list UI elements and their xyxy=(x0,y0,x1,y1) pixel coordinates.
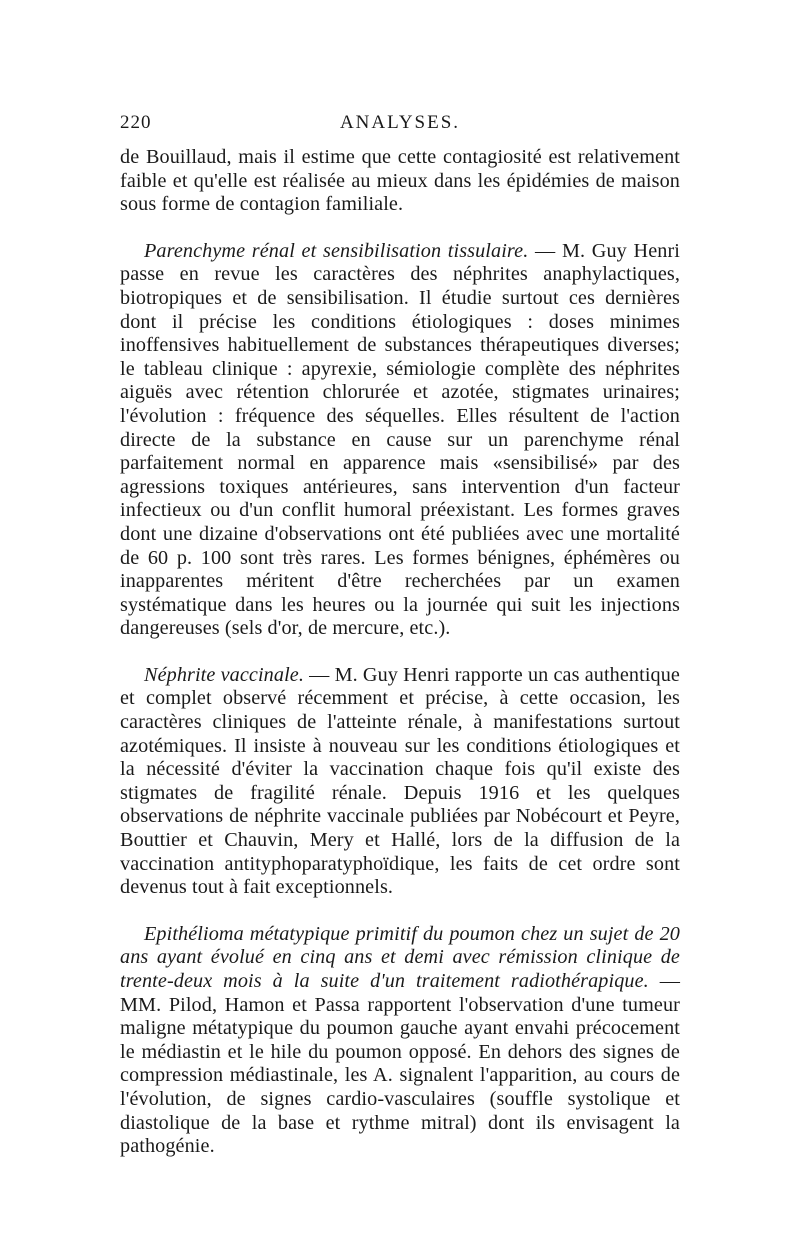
paragraph-nephrite-vaccinale xyxy=(120,664,680,900)
paragraph-text: M. Guy Henri rapporte un cas authentique et complet observé récemment et précise, à cette occasion, les caractères cliniques de l'atteinte rénale, à manifestations surtout azotémiques. Il insiste à nouveau sur les conditions étiologiques et la nécessité d'éviter la vaccination chaque fois qu'il existe des stigmates de fragilité rénale. Depuis 1916 et les quelques observations de néphrite vaccinale publiées par Nobécourt et Peyre, Bouttier et Chauvin, Mery et Hallé, lors de la diffusion de la vaccination antityphoparatyphoïdique, les faits de cet ordre sont devenus tout à fait exceptionnels. xyxy=(120,663,680,899)
running-title: ANALYSES. xyxy=(339,112,461,133)
paragraph-parenchyme xyxy=(120,240,680,641)
page-number: 220 xyxy=(120,112,152,133)
paragraph-heading: Epithélioma métatypique primitif du poumon chez un sujet de 20 ans ayant évolué en cinq ans et demi avec rémission clinique de trente-deux mois à la suite d'un traitement radiothérapique. xyxy=(120,922,680,992)
heading-dash: — xyxy=(528,239,562,262)
paragraph-text: de Bouillaud, mais il estime que cette contagiosité est relativement faible et qu'elle est réalisée au mieux dans les épidémies de maison sous forme de contagion familiale. xyxy=(120,146,680,216)
paragraph-epithelioma xyxy=(120,923,680,1159)
paragraph-text: M. Guy Henri passe en revue les caractères des néphrites anaphylactiques, biotropiques et de sensibilisation. Il étudie surtout ces dernières dont il précise les conditions étiologiques : doses minimes inoffensives habituellement de substances thérapeutiques diverses; le tableau clinique : apyrexie, sémiologie complète des néphrites aiguës avec rétention chlorurée et azotée, stigmates urinaires; l'évolution : fréquence des séquelles. Elles résultent de l'action directe de la substance en cause sur un parenchyme rénal parfaitement normal en apparence mais «sensibilisé» par des agressions toxiques antérieures, sans intervention d'un facteur infectieux ou d'un conflit humoral préexistant. Les formes graves dont une dizaine d'observations ont été publiées avec une mortalité de 60 p. 100 sont très rares. Les formes bénignes, éphémères ou inapparentes méritent d'être recherchées par un examen systématique dans les heures ou la journée qui suit les injections dangereuses (sels d'or, de mercure, etc.). xyxy=(120,239,680,640)
heading-dash: — xyxy=(303,663,335,686)
document-page xyxy=(120,112,680,1159)
running-head xyxy=(120,112,680,146)
paragraph-heading: Parenchyme rénal et sensibilisation tissulaire. xyxy=(144,239,529,262)
paragraph-continuation xyxy=(120,146,680,217)
paragraph-text: MM. Pilod, Hamon et Passa rapportent l'observation d'une tumeur maligne métatypique du poumon gauche ayant envahi précocement le médiastin et le hile du poumon opposé. En dehors des signes de compression médiastinale, les A. signalent l'apparition, au cours de l'évolution, de signes cardio-vasculaires (souffle systolique et diastolique de la base et rythme mitral) dont ils envisagent la pathogénie. xyxy=(120,993,680,1158)
paragraph-heading: Néphrite vaccinale. xyxy=(144,663,304,686)
heading-dash: — xyxy=(648,970,681,992)
